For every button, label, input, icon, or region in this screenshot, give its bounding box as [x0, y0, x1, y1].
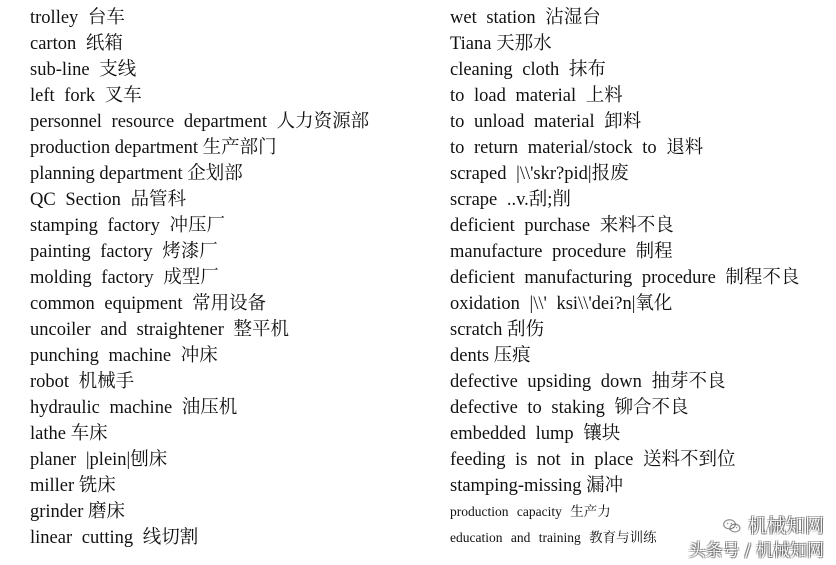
- right-vocabulary-column: [450, 5, 830, 551]
- vocab-entry: hydraulic machine 油压机: [30, 398, 238, 418]
- vocab-entry: to unload material 卸料: [450, 112, 642, 132]
- vocab-entry: trolley 台车: [30, 8, 125, 28]
- watermark-line-1: 机械知网: [747, 515, 824, 537]
- vocab-entry: planning department 企划部: [30, 164, 243, 184]
- vocab-entry: oxidation |\\' ksi\\'dei?n|氧化: [450, 294, 673, 314]
- watermark-line-2: 头条号 / 机械知网: [688, 541, 824, 561]
- vocab-entry: painting factory 烤漆厂: [30, 242, 218, 262]
- vocab-entry: dents 压痕: [450, 346, 531, 366]
- vocab-entry: deficient manufacturing procedure 制程不良: [450, 268, 800, 288]
- vocab-entry: planer |plein|刨床: [30, 450, 168, 470]
- vocab-entry: lathe 车床: [30, 424, 108, 444]
- vocab-entry: scraped |\\'skr?pid|报废: [450, 164, 629, 184]
- vocab-entry: QC Section 品管科: [30, 190, 186, 210]
- vocab-entry: molding factory 成型厂: [30, 268, 219, 288]
- vocab-entry: embedded lump 镶块: [450, 424, 621, 444]
- vocab-entry: to load material 上料: [450, 86, 623, 106]
- vocab-entry: linear cutting 线切割: [30, 528, 199, 548]
- vocab-entry: carton 纸箱: [30, 34, 123, 54]
- vocab-entry: scrape ..v.刮;削: [450, 190, 571, 210]
- vocab-entry: Tiana 天那水: [450, 34, 552, 54]
- vocab-entry: production department 生产部门: [30, 138, 277, 158]
- vocab-entry: production capacity 生产力: [450, 504, 611, 519]
- vocab-entry: stamping factory 冲压厂: [30, 216, 225, 236]
- vocab-entry: cleaning cloth 抹布: [450, 60, 606, 80]
- vocab-entry: left fork 叉车: [30, 86, 142, 106]
- vocab-entry: wet station 沾湿台: [450, 8, 601, 28]
- vocab-entry: sub-line 支线: [30, 60, 137, 80]
- vocab-entry: manufacture procedure 制程: [450, 242, 673, 262]
- vocab-entry: stamping-missing 漏冲: [450, 476, 624, 496]
- vocab-entry: uncoiler and straightener 整平机: [30, 320, 290, 340]
- vocab-entry: feeding is not in place 送料不到位: [450, 450, 736, 470]
- vocab-entry: scratch 刮伤: [450, 320, 545, 340]
- vocab-entry: deficient purchase 来料不良: [450, 216, 674, 236]
- vocab-entry: defective to staking 铆合不良: [450, 398, 689, 418]
- vocab-entry: defective upsiding down 抽芽不良: [450, 372, 726, 392]
- vocab-entry: to return material/stock to 退料: [450, 138, 704, 158]
- vocab-entry: miller 铣床: [30, 476, 116, 496]
- vocab-entry: punching machine 冲床: [30, 346, 218, 366]
- vocab-entry: personnel resource department 人力资源部: [30, 112, 370, 132]
- vocab-entry: robot 机械手: [30, 372, 135, 392]
- left-vocabulary-column: [30, 5, 420, 551]
- vocab-entry: education and training 教育与训练: [450, 530, 657, 545]
- vocab-entry: common equipment 常用设备: [30, 294, 267, 314]
- vocab-entry: grinder 磨床: [30, 502, 126, 522]
